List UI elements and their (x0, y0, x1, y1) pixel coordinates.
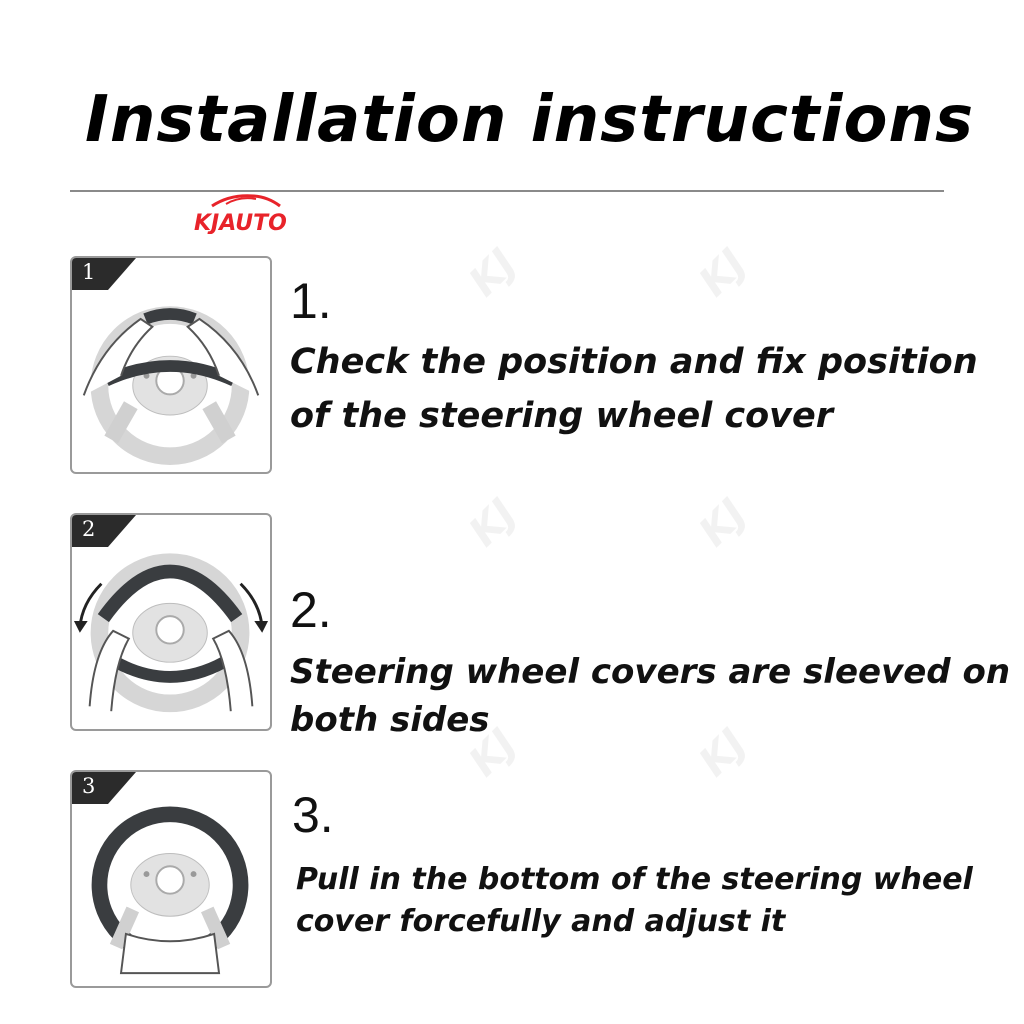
watermark: KJ (690, 240, 756, 306)
step-badge: 1 (72, 258, 136, 290)
step-badge: 3 (72, 772, 136, 804)
watermark: KJ (460, 720, 526, 786)
hands-stretching-cover-sides-icon (72, 515, 270, 729)
watermark: KJ (460, 240, 526, 306)
step-description-line: cover forcefully and adjust it (296, 904, 786, 939)
step-description-line: Steering wheel covers are sleeved on (290, 652, 1011, 692)
step-badge: 2 (72, 515, 136, 547)
step-number: 2. (290, 582, 332, 638)
step-3-illustration (70, 770, 272, 988)
step-number: 1. (290, 273, 332, 329)
brand-logo (190, 192, 302, 234)
svg-text:KJAUTO: KJAUTO (194, 211, 287, 234)
hands-pulling-cover-bottom-icon (72, 772, 270, 986)
step-2-illustration (70, 513, 272, 731)
watermark: KJ (690, 490, 756, 556)
step-description-line: Check the position and fix position (290, 342, 978, 382)
watermark: KJ (460, 490, 526, 556)
page-title: Installation instructions (85, 83, 975, 157)
step-number: 3. (292, 787, 334, 843)
step-description-line: of the steering wheel cover (290, 396, 833, 436)
watermark: KJ (690, 720, 756, 786)
step-description-line: Pull in the bottom of the steering wheel (296, 862, 973, 897)
step-1-illustration (70, 256, 272, 474)
step-description-line: both sides (290, 700, 490, 740)
hands-holding-steering-wheel-top-icon (72, 258, 270, 472)
